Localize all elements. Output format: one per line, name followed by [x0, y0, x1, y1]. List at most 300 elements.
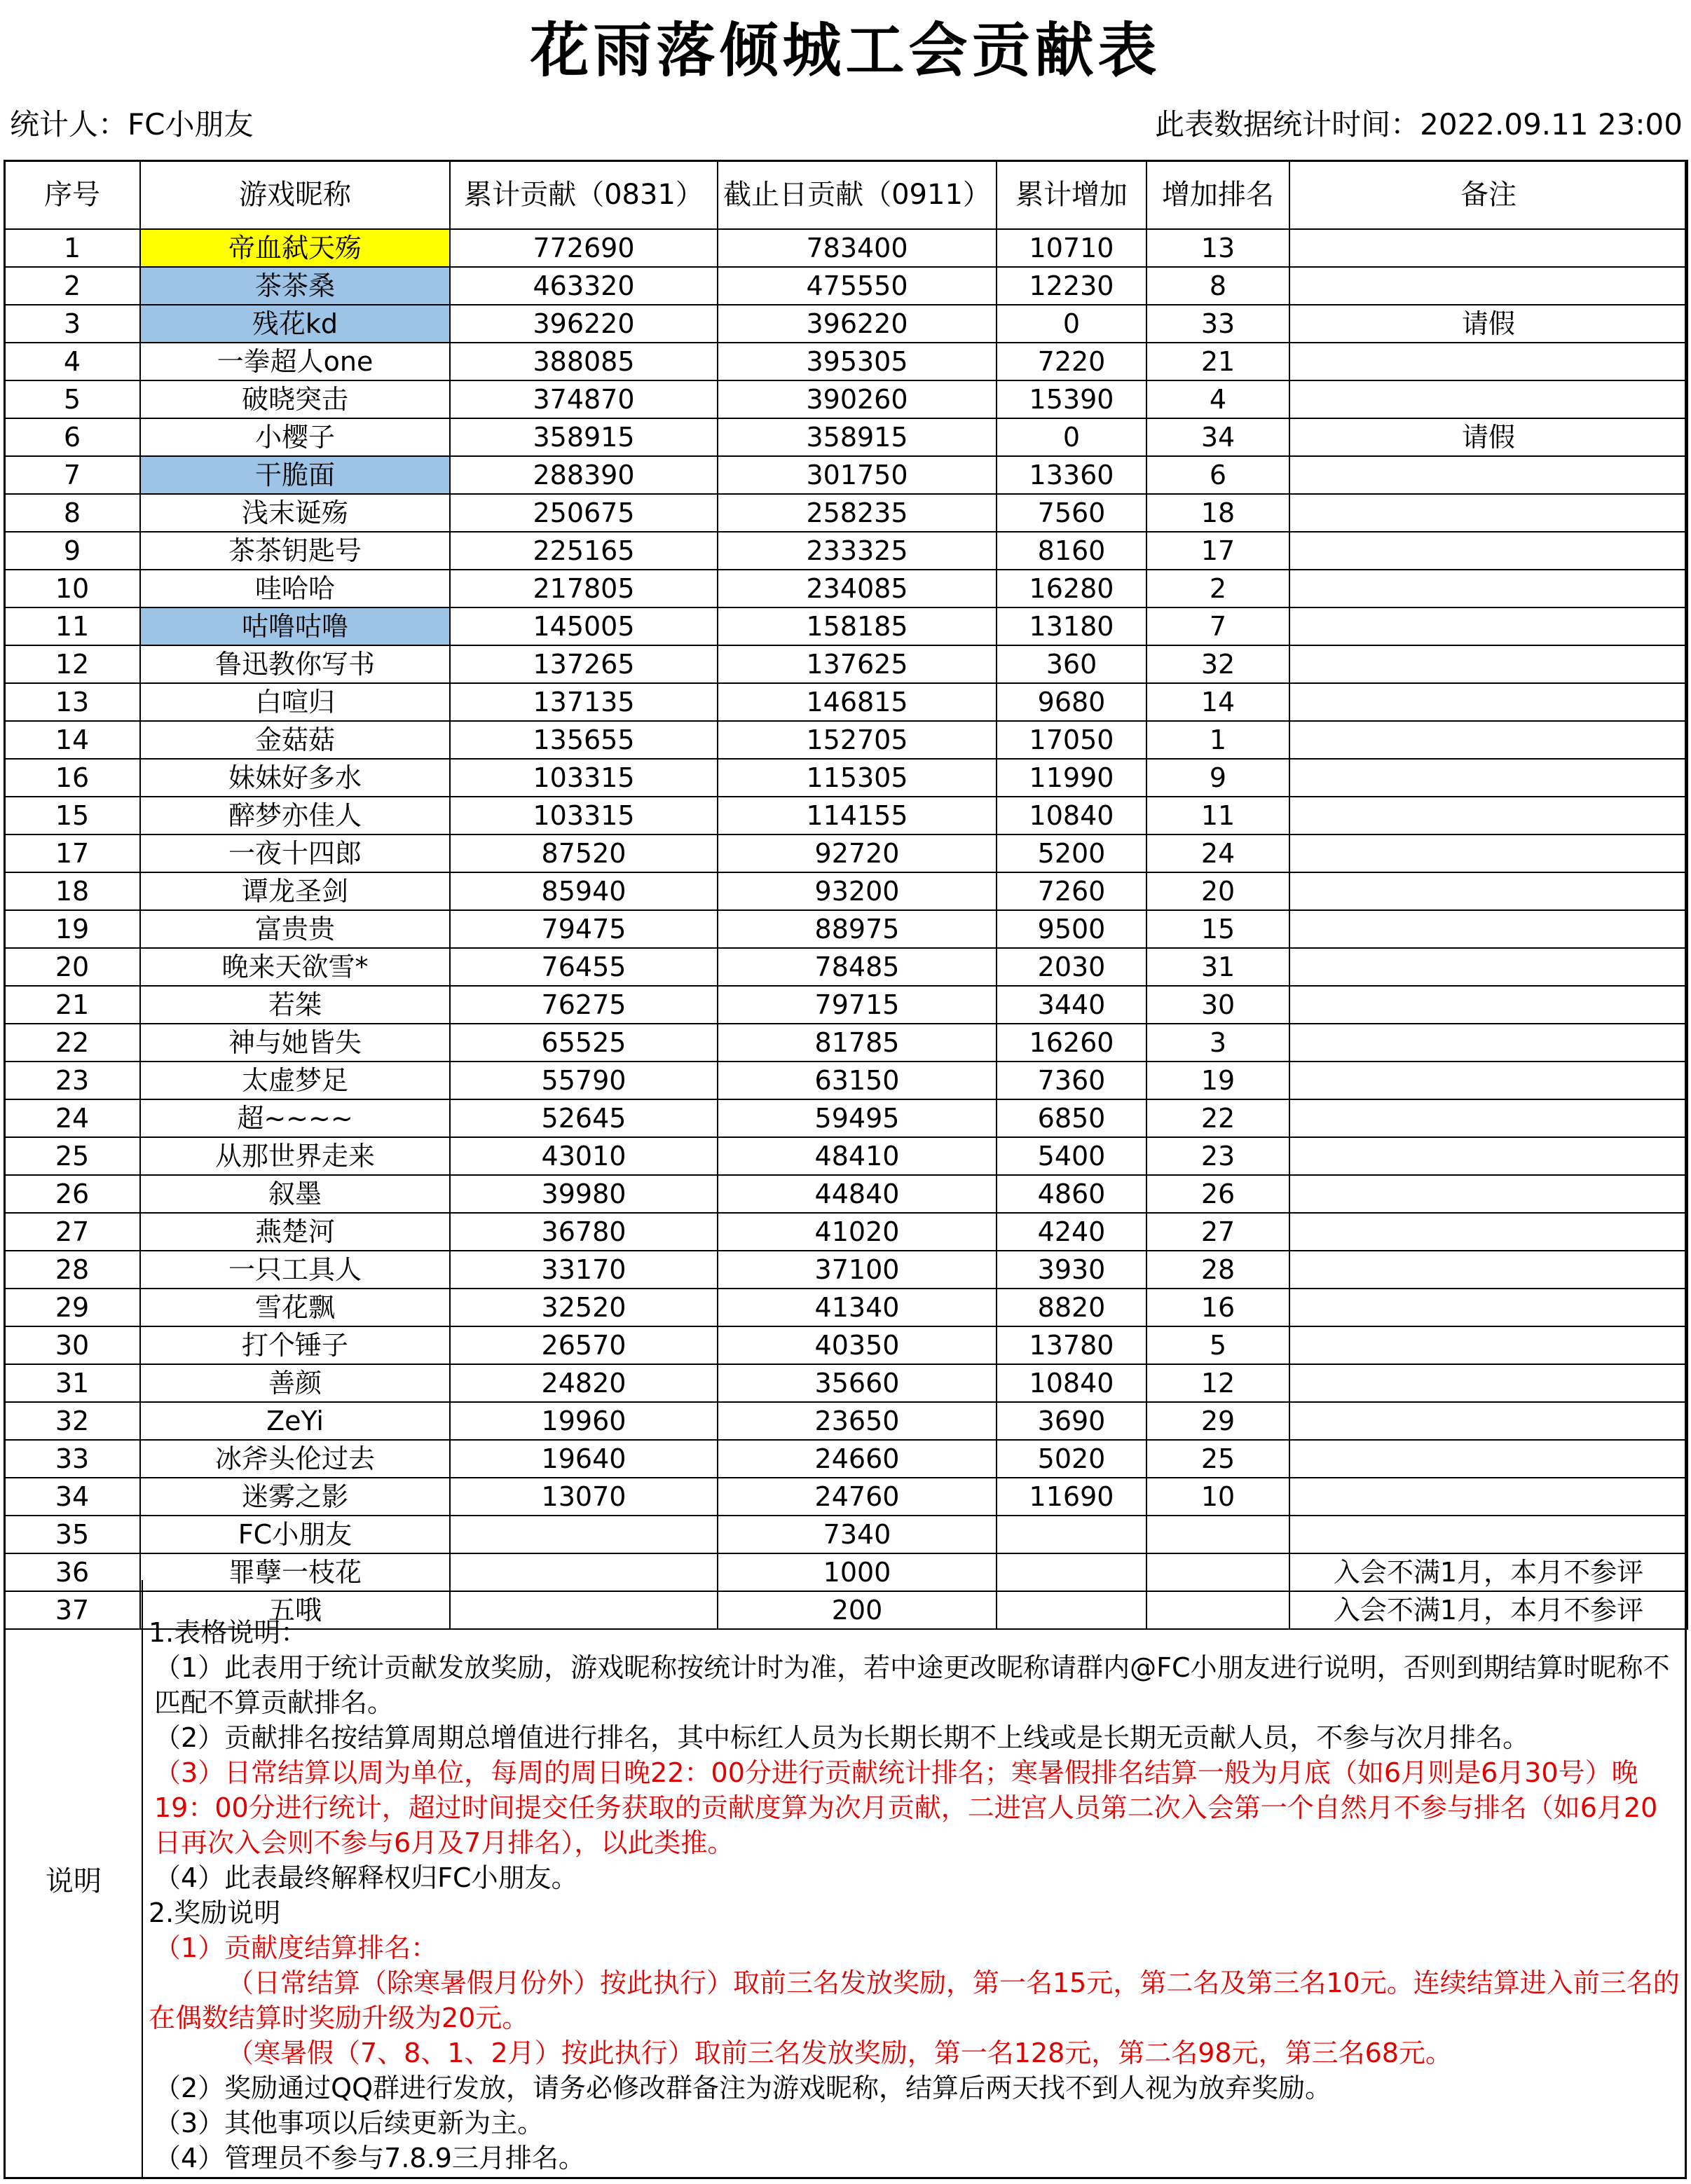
cell-curr-total: 233325	[718, 532, 997, 570]
header-increase: 累计增加	[997, 160, 1146, 229]
cell-curr-total: 78485	[718, 948, 997, 986]
cell-curr-total: 137625	[718, 645, 997, 683]
cell-increase: 4240	[997, 1213, 1146, 1251]
table-row	[4, 380, 1687, 418]
cell-increase: 13180	[997, 607, 1146, 645]
cell-increase: 9500	[997, 910, 1146, 948]
cell-rank: 9	[1146, 759, 1289, 797]
cell-name: 咕噜咕噜	[140, 607, 450, 645]
cell-increase: 4860	[997, 1175, 1146, 1213]
cell-prev-total: 87520	[450, 835, 718, 872]
cell-curr-total: 81785	[718, 1024, 997, 1062]
cell-remark: 入会不满1月，本月不参评	[1289, 1553, 1687, 1591]
cell-prev-total: 145005	[450, 607, 718, 645]
cell-name: 晚来天欲雪*	[140, 948, 450, 986]
cell-name: 帝血弑天殇	[140, 229, 450, 267]
cell-curr-total: 475550	[718, 267, 997, 305]
cell-remark	[1289, 1251, 1687, 1289]
cell-prev-total: 76455	[450, 948, 718, 986]
cell-curr-total: 35660	[718, 1364, 997, 1402]
notes-section	[4, 1580, 1687, 2179]
cell-prev-total: 396220	[450, 305, 718, 343]
cell-increase: 7360	[997, 1062, 1146, 1099]
cell-rank: 23	[1146, 1137, 1289, 1175]
cell-increase: 6850	[997, 1099, 1146, 1137]
cell-no: 18	[4, 872, 140, 910]
cell-remark	[1289, 1402, 1687, 1440]
cell-remark	[1289, 1062, 1687, 1099]
cell-curr-total: 7340	[718, 1516, 997, 1553]
cell-increase: 2030	[997, 948, 1146, 986]
cell-name: 哇哈哈	[140, 570, 450, 607]
cell-prev-total: 772690	[450, 229, 718, 267]
table-row	[4, 797, 1687, 835]
cell-no: 21	[4, 986, 140, 1024]
cell-rank: 15	[1146, 910, 1289, 948]
cell-rank: 26	[1146, 1175, 1289, 1213]
cell-remark	[1289, 1440, 1687, 1478]
cell-prev-total: 103315	[450, 759, 718, 797]
cell-remark	[1289, 1478, 1687, 1516]
note-line: （4）此表最终解释权归FC小朋友。	[154, 1862, 578, 1893]
cell-increase: 9680	[997, 683, 1146, 721]
cell-remark	[1289, 380, 1687, 418]
table-row	[4, 532, 1687, 570]
table-row	[4, 759, 1687, 797]
table-row	[4, 1175, 1687, 1213]
cell-curr-total: 48410	[718, 1137, 997, 1175]
table-row	[4, 1364, 1687, 1402]
cell-prev-total: 33170	[450, 1251, 718, 1289]
header-name: 游戏昵称	[140, 160, 450, 229]
cell-name: FC小朋友	[140, 1516, 450, 1553]
cell-increase: 7560	[997, 494, 1146, 532]
note-line: （3）日常结算以周为单位，每周的周日晚22：00分进行贡献统计排名；寒暑假排名结算一般为月底（如6月则是6月30号）晚19：00分进行统计，超过时间提交任务获取的贡献度算为次月贡献，二进宫人员第二次入会第一个自然月不参与排名（如6月20日再次入会则不参与6月及7月排名），以此类推。	[154, 1757, 1658, 1858]
table-row	[4, 948, 1687, 986]
cell-no: 26	[4, 1175, 140, 1213]
cell-curr-total: 93200	[718, 872, 997, 910]
cell-remark	[1289, 948, 1687, 986]
cell-curr-total: 395305	[718, 343, 997, 380]
cell-prev-total: 39980	[450, 1175, 718, 1213]
cell-name: 残花kd	[140, 305, 450, 343]
cell-increase: 8820	[997, 1289, 1146, 1326]
cell-name: 冰斧头伦过去	[140, 1440, 450, 1478]
cell-no: 20	[4, 948, 140, 986]
cell-curr-total: 59495	[718, 1099, 997, 1137]
header-no: 序号	[4, 160, 140, 229]
cell-increase: 7260	[997, 872, 1146, 910]
cell-curr-total: 40350	[718, 1326, 997, 1364]
table-row	[4, 835, 1687, 872]
cell-remark	[1289, 1326, 1687, 1364]
cell-increase: 15390	[997, 380, 1146, 418]
note-line: （日常结算（除寒暑假月份外）按此执行）取前三名发放奖励，第一名15元，第二名及第三名10元。连续结算进入前三名的在偶数结算时奖励升级为20元。	[149, 1967, 1680, 2033]
cell-no: 8	[4, 494, 140, 532]
table-row	[4, 683, 1687, 721]
cell-remark	[1289, 1137, 1687, 1175]
cell-rank: 34	[1146, 418, 1289, 456]
cell-no: 37	[4, 1591, 140, 1629]
table-row	[4, 1326, 1687, 1364]
note-line: （1）贡献度结算排名：	[154, 1932, 438, 1963]
cell-increase: 13360	[997, 456, 1146, 494]
cell-no: 2	[4, 267, 140, 305]
table-row	[4, 721, 1687, 759]
cell-remark	[1289, 1024, 1687, 1062]
notes-label: 说明	[6, 1580, 143, 2177]
note-line: （寒暑假（7、8、1、2月）按此执行）取前三名发放奖励，第一名128元，第二名98元，第三名68元。	[227, 2038, 1452, 2068]
cell-no: 29	[4, 1289, 140, 1326]
cell-curr-total: 783400	[718, 229, 997, 267]
cell-curr-total: 92720	[718, 835, 997, 872]
cell-remark	[1289, 1099, 1687, 1137]
table-row	[4, 1251, 1687, 1289]
cell-prev-total: 388085	[450, 343, 718, 380]
table-row	[4, 456, 1687, 494]
cell-increase	[997, 1516, 1146, 1553]
cell-rank: 7	[1146, 607, 1289, 645]
cell-prev-total: 79475	[450, 910, 718, 948]
cell-name: 罪孽一枝花	[140, 1553, 450, 1591]
cell-no: 19	[4, 910, 140, 948]
cell-curr-total: 1000	[718, 1553, 997, 1591]
cell-rank: 20	[1146, 872, 1289, 910]
cell-name: 超~~~~	[140, 1099, 450, 1137]
cell-name: 干脆面	[140, 456, 450, 494]
cell-name: 从那世界走来	[140, 1137, 450, 1175]
note-line: （1）此表用于统计贡献发放奖励，游戏昵称按统计时为准，若中途更改昵称请群内@FC小朋友进行说明，否则到期结算时昵称不匹配不算贡献排名。	[154, 1652, 1670, 1718]
table-row	[4, 607, 1687, 645]
cell-rank: 5	[1146, 1326, 1289, 1364]
cell-no: 10	[4, 570, 140, 607]
table-row	[4, 910, 1687, 948]
notes-body	[149, 1615, 1683, 2176]
page-title: 花雨落倾城工会贡献表	[530, 15, 1161, 85]
cell-curr-total: 41020	[718, 1213, 997, 1251]
cell-increase: 11990	[997, 759, 1146, 797]
cell-prev-total: 103315	[450, 797, 718, 835]
cell-no: 22	[4, 1024, 140, 1062]
cell-prev-total: 288390	[450, 456, 718, 494]
cell-name: 若桀	[140, 986, 450, 1024]
cell-no: 14	[4, 721, 140, 759]
cell-name: 一拳超人one	[140, 343, 450, 380]
cell-name: 雪花飘	[140, 1289, 450, 1326]
cell-prev-total: 19960	[450, 1402, 718, 1440]
cell-prev-total: 43010	[450, 1137, 718, 1175]
cell-rank: 25	[1146, 1440, 1289, 1478]
cell-curr-total: 23650	[718, 1402, 997, 1440]
table-row	[4, 305, 1687, 343]
cell-name: 一夜十四郎	[140, 835, 450, 872]
cell-curr-total: 37100	[718, 1251, 997, 1289]
cell-rank: 2	[1146, 570, 1289, 607]
cell-remark	[1289, 456, 1687, 494]
cell-prev-total: 135655	[450, 721, 718, 759]
cell-name: 打个锤子	[140, 1326, 450, 1364]
cell-curr-total: 115305	[718, 759, 997, 797]
cell-name: 谭龙圣剑	[140, 872, 450, 910]
cell-curr-total: 88975	[718, 910, 997, 948]
cell-name: 茶茶桑	[140, 267, 450, 305]
cell-name: 破晓突击	[140, 380, 450, 418]
cell-prev-total: 26570	[450, 1326, 718, 1364]
cell-curr-total: 396220	[718, 305, 997, 343]
cell-increase: 12230	[997, 267, 1146, 305]
cell-no: 3	[4, 305, 140, 343]
cell-rank: 13	[1146, 229, 1289, 267]
cell-remark	[1289, 570, 1687, 607]
cell-no: 13	[4, 683, 140, 721]
cell-increase: 10840	[997, 797, 1146, 835]
cell-rank: 10	[1146, 1478, 1289, 1516]
cell-remark	[1289, 872, 1687, 910]
cell-prev-total: 36780	[450, 1213, 718, 1251]
cell-name: 茶茶钥匙号	[140, 532, 450, 570]
cell-no: 12	[4, 645, 140, 683]
cell-name: 燕楚河	[140, 1213, 450, 1251]
cell-no: 16	[4, 759, 140, 797]
cell-no: 7	[4, 456, 140, 494]
cell-rank: 30	[1146, 986, 1289, 1024]
table-row	[4, 645, 1687, 683]
cell-remark	[1289, 683, 1687, 721]
cell-no: 24	[4, 1099, 140, 1137]
cell-remark	[1289, 835, 1687, 872]
table-row	[4, 1478, 1687, 1516]
cell-no: 23	[4, 1062, 140, 1099]
cell-increase: 17050	[997, 721, 1146, 759]
table-row	[4, 570, 1687, 607]
cell-remark	[1289, 986, 1687, 1024]
cell-curr-total: 200	[718, 1591, 997, 1629]
cell-rank: 29	[1146, 1402, 1289, 1440]
cell-prev-total: 463320	[450, 267, 718, 305]
cell-no: 32	[4, 1402, 140, 1440]
cell-name: 小樱子	[140, 418, 450, 456]
cell-prev-total	[450, 1516, 718, 1553]
stat-time: 此表数据统计时间：2022.09.11 23:00	[1155, 107, 1683, 142]
note-line: （3）其他事项以后续更新为主。	[154, 2108, 545, 2138]
cell-remark	[1289, 343, 1687, 380]
cell-name: 白喧归	[140, 683, 450, 721]
note-line: （2）贡献排名按结算周期总增值进行排名，其中标红人员为长期长期不上线或是长期无贡献人员，不参与次月排名。	[154, 1722, 1530, 1753]
cell-rank: 24	[1146, 835, 1289, 872]
cell-curr-total: 158185	[718, 607, 997, 645]
cell-rank: 33	[1146, 305, 1289, 343]
cell-increase: 5200	[997, 835, 1146, 872]
cell-increase: 5400	[997, 1137, 1146, 1175]
cell-rank: 18	[1146, 494, 1289, 532]
cell-curr-total: 358915	[718, 418, 997, 456]
table-row	[4, 872, 1687, 910]
cell-rank: 31	[1146, 948, 1289, 986]
cell-remark: 入会不满1月，本月不参评	[1289, 1591, 1687, 1629]
cell-remark	[1289, 721, 1687, 759]
cell-remark	[1289, 267, 1687, 305]
header-row	[4, 160, 1687, 229]
cell-no: 35	[4, 1516, 140, 1553]
cell-no: 11	[4, 607, 140, 645]
cell-no: 36	[4, 1553, 140, 1591]
table-row	[4, 1440, 1687, 1478]
cell-rank: 22	[1146, 1099, 1289, 1137]
cell-name: 叙墨	[140, 1175, 450, 1213]
table-row	[4, 1516, 1687, 1553]
cell-remark	[1289, 910, 1687, 948]
cell-rank: 19	[1146, 1062, 1289, 1099]
cell-prev-total: 52645	[450, 1099, 718, 1137]
cell-name: 鲁迅教你写书	[140, 645, 450, 683]
cell-curr-total: 301750	[718, 456, 997, 494]
cell-rank	[1146, 1516, 1289, 1553]
header-remark: 备注	[1289, 160, 1687, 229]
cell-prev-total: 137265	[450, 645, 718, 683]
cell-remark	[1289, 1289, 1687, 1326]
table-row	[4, 1024, 1687, 1062]
table-row	[4, 986, 1687, 1024]
cell-no: 17	[4, 835, 140, 872]
cell-no: 33	[4, 1440, 140, 1478]
cell-curr-total: 79715	[718, 986, 997, 1024]
cell-name: 善颜	[140, 1364, 450, 1402]
header-rank: 增加排名	[1146, 160, 1289, 229]
table-row	[4, 494, 1687, 532]
header-prev-total: 累计贡献（0831）	[450, 160, 718, 229]
note-line: （2）奖励通过QQ群进行发放，请务必修改群备注为游戏昵称，结算后两天找不到人视为放弃奖励。	[154, 2073, 1332, 2103]
cell-increase: 360	[997, 645, 1146, 683]
table-row	[4, 1213, 1687, 1251]
cell-name: 浅末诞殇	[140, 494, 450, 532]
cell-rank: 32	[1146, 645, 1289, 683]
cell-prev-total: 250675	[450, 494, 718, 532]
cell-no: 1	[4, 229, 140, 267]
cell-increase: 10710	[997, 229, 1146, 267]
contribution-table	[4, 160, 1688, 1630]
cell-name: 太虚梦足	[140, 1062, 450, 1099]
cell-no: 30	[4, 1326, 140, 1364]
table-row	[4, 1402, 1687, 1440]
cell-remark	[1289, 759, 1687, 797]
cell-remark	[1289, 1364, 1687, 1402]
note-line: 2.奖励说明	[149, 1897, 281, 1928]
header-curr-total: 截止日贡献（0911）	[718, 160, 997, 229]
cell-rank: 4	[1146, 380, 1289, 418]
cell-prev-total: 76275	[450, 986, 718, 1024]
cell-increase: 13780	[997, 1326, 1146, 1364]
note-line: （4）管理员不参与7.8.9三月排名。	[154, 2143, 585, 2173]
cell-no: 15	[4, 797, 140, 835]
cell-name: 迷雾之影	[140, 1478, 450, 1516]
cell-increase: 3440	[997, 986, 1146, 1024]
cell-remark	[1289, 645, 1687, 683]
cell-rank: 1	[1146, 721, 1289, 759]
table-row	[4, 343, 1687, 380]
cell-rank: 14	[1146, 683, 1289, 721]
cell-prev-total: 225165	[450, 532, 718, 570]
cell-remark	[1289, 1175, 1687, 1213]
cell-rank: 12	[1146, 1364, 1289, 1402]
cell-increase: 0	[997, 305, 1146, 343]
cell-increase: 16260	[997, 1024, 1146, 1062]
cell-no: 25	[4, 1137, 140, 1175]
table-row	[4, 1062, 1687, 1099]
cell-name: 一只工具人	[140, 1251, 450, 1289]
note-line: 1.表格说明：	[149, 1617, 308, 1648]
cell-no: 4	[4, 343, 140, 380]
cell-remark	[1289, 229, 1687, 267]
cell-rank: 8	[1146, 267, 1289, 305]
table-row	[4, 1099, 1687, 1137]
cell-curr-total: 24660	[718, 1440, 997, 1478]
cell-remark	[1289, 494, 1687, 532]
cell-curr-total: 390260	[718, 380, 997, 418]
cell-prev-total: 137135	[450, 683, 718, 721]
cell-name: 五哦	[140, 1591, 450, 1629]
cell-remark	[1289, 797, 1687, 835]
cell-name: 富贵贵	[140, 910, 450, 948]
cell-name: ZeYi	[140, 1402, 450, 1440]
cell-no: 5	[4, 380, 140, 418]
cell-rank: 27	[1146, 1213, 1289, 1251]
cell-prev-total: 65525	[450, 1024, 718, 1062]
cell-prev-total: 24820	[450, 1364, 718, 1402]
cell-rank: 3	[1146, 1024, 1289, 1062]
cell-name: 金菇菇	[140, 721, 450, 759]
cell-increase: 11690	[997, 1478, 1146, 1516]
cell-rank: 21	[1146, 343, 1289, 380]
cell-rank: 6	[1146, 456, 1289, 494]
cell-rank: 17	[1146, 532, 1289, 570]
cell-curr-total: 258235	[718, 494, 997, 532]
table-row	[4, 229, 1687, 267]
table-row	[4, 1289, 1687, 1326]
stat-person: 统计人：FC小朋友	[10, 107, 254, 142]
cell-no: 34	[4, 1478, 140, 1516]
cell-prev-total: 85940	[450, 872, 718, 910]
cell-rank: 11	[1146, 797, 1289, 835]
cell-increase: 3690	[997, 1402, 1146, 1440]
cell-remark: 请假	[1289, 418, 1687, 456]
cell-prev-total: 13070	[450, 1478, 718, 1516]
cell-remark	[1289, 1516, 1687, 1553]
cell-curr-total: 41340	[718, 1289, 997, 1326]
cell-curr-total: 152705	[718, 721, 997, 759]
cell-name: 醉梦亦佳人	[140, 797, 450, 835]
cell-curr-total: 234085	[718, 570, 997, 607]
cell-increase: 7220	[997, 343, 1146, 380]
cell-prev-total: 217805	[450, 570, 718, 607]
cell-no: 28	[4, 1251, 140, 1289]
cell-prev-total: 55790	[450, 1062, 718, 1099]
cell-name: 神与她皆失	[140, 1024, 450, 1062]
cell-increase: 8160	[997, 532, 1146, 570]
cell-increase: 10840	[997, 1364, 1146, 1402]
cell-curr-total: 63150	[718, 1062, 997, 1099]
cell-no: 6	[4, 418, 140, 456]
table-row	[4, 1137, 1687, 1175]
cell-no: 9	[4, 532, 140, 570]
cell-increase: 5020	[997, 1440, 1146, 1478]
cell-name: 妹妹好多水	[140, 759, 450, 797]
table-row	[4, 267, 1687, 305]
cell-increase: 0	[997, 418, 1146, 456]
cell-remark	[1289, 607, 1687, 645]
cell-remark	[1289, 1213, 1687, 1251]
cell-prev-total: 374870	[450, 380, 718, 418]
cell-curr-total: 114155	[718, 797, 997, 835]
